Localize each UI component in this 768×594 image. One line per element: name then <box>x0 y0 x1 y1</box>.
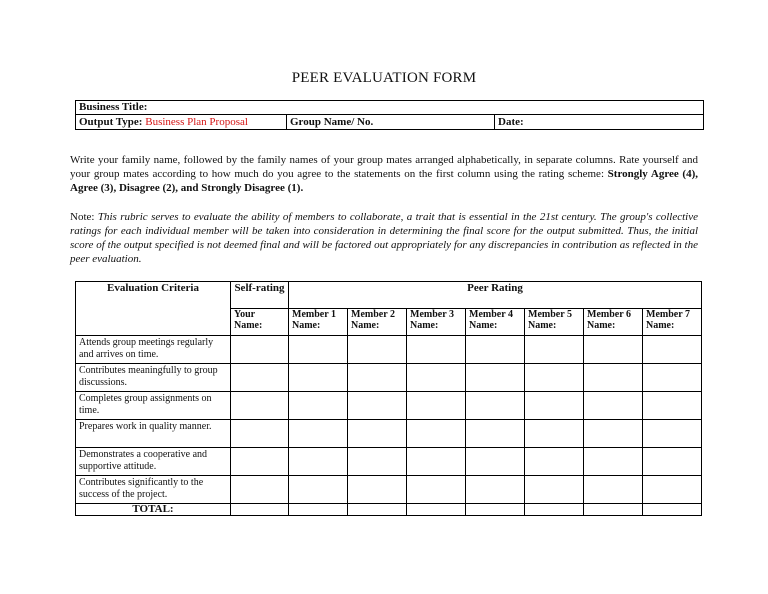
criteria-label: Prepares work in quality manner. <box>76 420 231 448</box>
rating-cell[interactable] <box>231 336 289 364</box>
rating-cell[interactable] <box>643 336 702 364</box>
member-4-cell[interactable] <box>466 309 525 336</box>
member-name: Name: <box>351 320 380 331</box>
rating-cell[interactable] <box>231 392 289 420</box>
output-type-label: Output Type: <box>79 116 143 128</box>
member-name: Name: <box>646 320 675 331</box>
total-cell[interactable] <box>525 504 584 516</box>
rating-cell[interactable] <box>525 420 584 448</box>
output-type-value: Business Plan Proposal <box>145 116 248 128</box>
form-header-box <box>75 100 704 130</box>
member-6-cell[interactable] <box>584 309 643 336</box>
total-cell[interactable] <box>231 504 289 516</box>
member-label: Member 4 <box>469 309 513 320</box>
rating-cell[interactable] <box>466 420 525 448</box>
total-cell[interactable] <box>348 504 407 516</box>
rating-cell[interactable] <box>231 476 289 504</box>
member-3-cell[interactable] <box>407 309 466 336</box>
note-label: Note: <box>70 211 95 223</box>
rating-cell[interactable] <box>466 336 525 364</box>
rating-cell[interactable] <box>348 476 407 504</box>
rating-cell[interactable] <box>643 476 702 504</box>
rating-cell[interactable] <box>466 392 525 420</box>
rating-cell[interactable] <box>289 448 348 476</box>
criteria-label: Contributes significantly to the success of the project. <box>76 476 231 504</box>
rating-cell[interactable] <box>289 476 348 504</box>
rating-cell[interactable] <box>348 364 407 392</box>
form-title: PEER EVALUATION FORM <box>291 70 477 86</box>
criteria-row <box>76 392 702 420</box>
total-row <box>76 504 702 516</box>
self-rating-header: Self-rating <box>231 282 289 309</box>
rating-cell[interactable] <box>231 364 289 392</box>
criteria-row <box>76 336 702 364</box>
member-7-cell[interactable] <box>643 309 702 336</box>
member-label: Member 2 <box>351 309 395 320</box>
your-name-cell[interactable]: Your Name: <box>231 309 289 336</box>
total-cell[interactable] <box>407 504 466 516</box>
rating-cell[interactable] <box>525 448 584 476</box>
group-name-label: Group Name/ No. <box>290 116 374 128</box>
date-cell <box>494 115 703 129</box>
output-type-cell <box>76 115 285 129</box>
member-name: Name: <box>469 320 498 331</box>
instructions-paragraph <box>70 153 698 195</box>
rating-cell[interactable] <box>407 476 466 504</box>
criteria-header: Evaluation Criteria <box>76 282 231 336</box>
rating-cell[interactable] <box>289 392 348 420</box>
instructions-text: Write your family name, followed by the family names of your group mates arranged alphabetically, in separate columns. Rate yourself and your group mates according to how much do you agree to the statements on the first column using the rating scheme: <box>70 154 698 180</box>
rating-cell[interactable] <box>348 420 407 448</box>
rating-cell[interactable] <box>289 364 348 392</box>
output-type-row <box>76 115 703 129</box>
rating-cell[interactable] <box>525 476 584 504</box>
group-name-cell <box>286 115 494 129</box>
rating-cell[interactable] <box>525 364 584 392</box>
total-cell[interactable] <box>466 504 525 516</box>
criteria-row <box>76 420 702 448</box>
member-name: Name: <box>528 320 557 331</box>
business-title-row <box>76 101 703 115</box>
total-cell[interactable] <box>289 504 348 516</box>
member-5-cell[interactable] <box>525 309 584 336</box>
member-2-cell[interactable] <box>348 309 407 336</box>
rating-cell[interactable] <box>348 336 407 364</box>
rating-cell[interactable] <box>643 364 702 392</box>
criteria-label: Attends group meetings regularly and arrives on time. <box>76 336 231 364</box>
member-label: Member 5 <box>528 309 572 320</box>
peer-rating-header: Peer Rating <box>289 282 702 309</box>
member-label: Member 1 <box>292 309 336 320</box>
rating-cell[interactable] <box>407 392 466 420</box>
table-header-row <box>76 282 702 309</box>
rating-cell[interactable] <box>466 476 525 504</box>
criteria-row <box>76 364 702 392</box>
rating-cell[interactable] <box>584 364 643 392</box>
rating-cell[interactable] <box>643 448 702 476</box>
rating-cell[interactable] <box>525 392 584 420</box>
rating-cell[interactable] <box>466 364 525 392</box>
business-title-label: Business Title: <box>79 101 148 113</box>
criteria-label: Completes group assignments on time. <box>76 392 231 420</box>
member-name: Name: <box>410 320 439 331</box>
total-cell[interactable] <box>643 504 702 516</box>
rating-cell[interactable] <box>643 392 702 420</box>
rating-cell[interactable] <box>407 336 466 364</box>
rating-cell[interactable] <box>643 420 702 448</box>
date-label: Date: <box>498 116 524 128</box>
member-1-cell[interactable] <box>289 309 348 336</box>
rating-cell[interactable] <box>289 420 348 448</box>
total-label: TOTAL: <box>76 504 231 516</box>
rating-cell[interactable] <box>407 364 466 392</box>
rating-cell[interactable] <box>231 448 289 476</box>
rating-cell[interactable] <box>348 448 407 476</box>
member-name: Name: <box>587 320 616 331</box>
rating-cell[interactable] <box>584 420 643 448</box>
member-name: Name: <box>292 320 321 331</box>
criteria-row <box>76 448 702 476</box>
rating-cell[interactable] <box>407 448 466 476</box>
member-label: Member 6 <box>587 309 631 320</box>
rating-cell[interactable] <box>231 420 289 448</box>
member-label: Member 3 <box>410 309 454 320</box>
rating-cell[interactable] <box>289 336 348 364</box>
rating-cell[interactable] <box>407 420 466 448</box>
note-paragraph <box>70 210 698 266</box>
rating-cell[interactable] <box>584 336 643 364</box>
rating-scheme: Strongly Agree (4), Agree (3), Disagree (2), and Strongly Disagree (1). <box>70 168 699 194</box>
rating-cell[interactable] <box>525 336 584 364</box>
criteria-label: Contributes meaningfully to group discussions. <box>76 364 231 392</box>
note-text: This rubric serves to evaluate the ability of members to collaborate, a trait that is essential in the 21st century. The group's collective ratings for each individual member will be taken into consideration in determining the final score for the output submitted. Thus, the initial score of the output specified is not deemed final and will be factored out appropriately for any discrepancies in contribution as reflected in the peer evaluation. <box>70 211 698 265</box>
rating-cell[interactable] <box>584 476 643 504</box>
member-label: Member 7 <box>646 309 690 320</box>
criteria-row <box>76 476 702 504</box>
rating-cell[interactable] <box>466 448 525 476</box>
rating-cell[interactable] <box>584 448 643 476</box>
rating-cell[interactable] <box>348 392 407 420</box>
criteria-label: Demonstrates a cooperative and supportive attitude. <box>76 448 231 476</box>
evaluation-table <box>75 281 702 516</box>
total-cell[interactable] <box>584 504 643 516</box>
rating-cell[interactable] <box>584 392 643 420</box>
